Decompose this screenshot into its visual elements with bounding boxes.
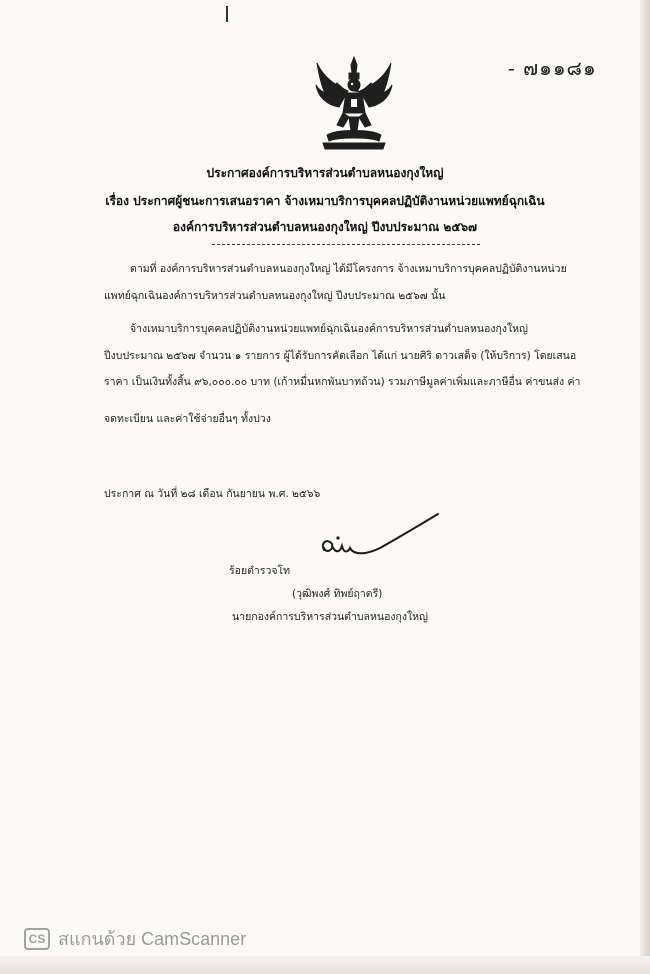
handwritten-document-number: - ๗๑๑๘๑ [508, 56, 597, 80]
announcement-date: ประกาศ ณ วันที่ ๒๘ เดือน กันยายน พ.ศ. ๒๕๖๖ [104, 488, 321, 500]
announcement-subject-cont: องค์การบริหารส่วนตำบลหนองกุงใหญ่ ปีงบประมาณ ๒๕๖๗ [172, 220, 478, 234]
signer-rank: ร้อยตำรวจโท [229, 565, 291, 577]
body-paragraph2-line2: ปีงบประมาณ ๒๕๖๗ จำนวน ๑ รายการ ผู้ได้รับการคัดเลือก ได้แก่ นายศิริ ดาวเสด็จ (ให้บริการ) โดยเสนอ [104, 350, 577, 362]
handwritten-signature [318, 508, 442, 568]
body-paragraph2-line3: ราคา เป็นเงินทั้งสิ้น ๙๖,๐๐๐.๐๐ บาท (เก้าหมื่นหกพันบาทถ้วน) รวมภาษีมูลค่าเพิ่มและภาษีอื่น ค่าขนส่ง ค่า [104, 376, 581, 388]
page-bottom-shadow [0, 956, 650, 974]
garuda-emblem-icon [313, 55, 395, 151]
announcement-subject: เรื่อง ประกาศผู้ชนะการเสนอราคา จ้างเหมาบริการบุคคลปฏิบัติงานหน่วยแพทย์ฉุกเฉิน [105, 194, 545, 208]
signer-position: นายกองค์การบริหารส่วนตำบลหนองกุงใหญ่ [232, 611, 429, 623]
body-paragraph2-line4: จดทะเบียน และค่าใช้จ่ายอื่นๆ ทั้งปวง [104, 413, 271, 425]
signer-name: (วุฒิพงศ์ ทิพย์ฤาตรี) [292, 588, 383, 600]
camscanner-watermark [24, 924, 246, 953]
camscanner-logo-icon: CS [24, 928, 50, 950]
pen-mark [226, 6, 228, 22]
dashed-divider [212, 244, 480, 245]
body-paragraph1-line1: ตามที่ องค์การบริหารส่วนตำบลหนองกุงใหญ่ ได้มีโครงการ จ้างเหมาบริการบุคคลปฏิบัติงานหน่วย [130, 263, 567, 275]
body-paragraph1-line2: แพทย์ฉุกเฉินองค์การบริหารส่วนตำบลหนองกุงใหญ่ ปีงบประมาณ ๒๕๖๗ นั้น [104, 290, 446, 302]
watermark-text: สแกนด้วย CamScanner [58, 929, 247, 949]
page-edge-shadow [640, 0, 650, 974]
body-paragraph2-line1: จ้างเหมาบริการบุคคลปฏิบัติงานหน่วยแพทย์ฉุกเฉินองค์การบริหารส่วนตำบลหนองกุงใหญ่ [130, 323, 529, 335]
announcement-title: ประกาศองค์การบริหารส่วนตำบลหนองกุงใหญ่ [206, 166, 444, 180]
